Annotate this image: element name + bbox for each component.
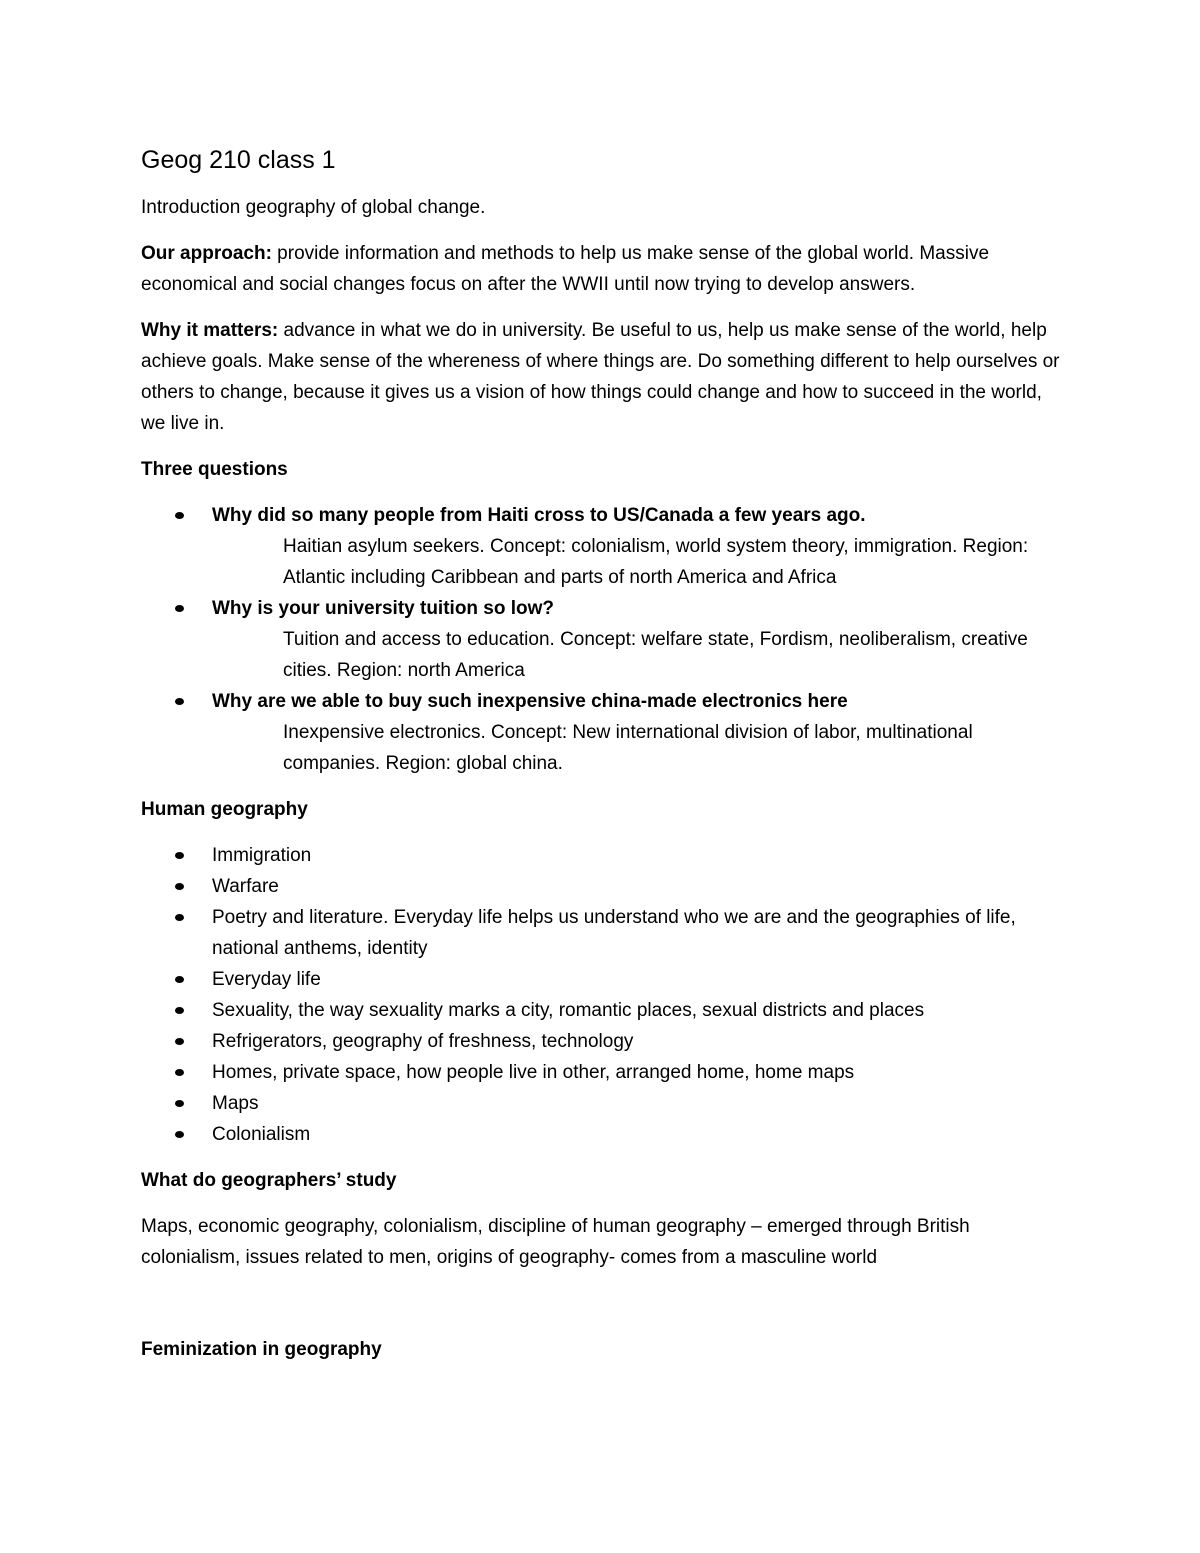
bullet-icon: [175, 883, 184, 890]
question-detail: Tuition and access to education. Concept: welfare state, Fordism, neoliberalism, creative cities. Region: north America: [283, 629, 1028, 681]
list-item-text: Poetry and literature. Everyday life helps us understand who we are and the geographies of life, national anthems, identity: [212, 907, 1016, 959]
list-item: [141, 995, 1071, 1026]
bullet-icon: [175, 605, 184, 612]
question-item: [141, 686, 1071, 779]
human-geography-heading: Human geography: [141, 799, 308, 820]
why-matters-text: advance in what we do in university. Be useful to us, help us make sense of the world, help achieve goals. Make sense of the whereness of where things are. Do something different to help ourselves or others to change, because it gives us a vision of how things could change and how to succeed in the world, we live in.: [141, 320, 1060, 434]
list-item: [141, 871, 1071, 902]
bullet-icon: [175, 1069, 184, 1076]
approach-paragraph: [141, 238, 1071, 300]
bullet-icon: [175, 1131, 184, 1138]
question-item: [141, 593, 1071, 686]
list-item-text: Everyday life: [212, 969, 321, 990]
intro-paragraph: Introduction geography of global change.: [141, 197, 486, 218]
question-title: Why are we able to buy such inexpensive china-made electronics here: [212, 691, 848, 712]
bullet-icon: [175, 976, 184, 983]
bullet-icon: [175, 852, 184, 859]
list-item-text: Refrigerators, geography of freshness, technology: [212, 1031, 634, 1052]
list-item-text: Warfare: [212, 876, 279, 897]
list-item: [141, 964, 1071, 995]
document-body: [141, 140, 1071, 1380]
question-item: [141, 500, 1071, 593]
why-matters-label: Why it matters:: [141, 320, 279, 341]
bullet-icon: [175, 1100, 184, 1107]
question-title: Why is your university tuition so low?: [212, 598, 555, 619]
list-item: [141, 1088, 1071, 1119]
list-item: [141, 840, 1071, 871]
approach-text: provide information and methods to help us make sense of the global world. Massive economical and social changes focus on after the WWII until now trying to develop answers.: [141, 243, 990, 295]
blank-line: [141, 1288, 1071, 1334]
bullet-icon: [175, 512, 184, 519]
list-item-text: Homes, private space, how people live in other, arranged home, home maps: [212, 1062, 855, 1083]
feminization-heading: Feminization in geography: [141, 1339, 382, 1360]
why-matters-paragraph: [141, 315, 1071, 439]
list-item-text: Sexuality, the way sexuality marks a city, romantic places, sexual districts and places: [212, 1000, 925, 1021]
list-item-text: Colonialism: [212, 1124, 311, 1145]
question-detail: Inexpensive electronics. Concept: New international division of labor, multinational companies. Region: global china.: [283, 722, 973, 774]
bullet-icon: [175, 1007, 184, 1014]
geographers-study-paragraph: Maps, economic geography, colonialism, discipline of human geography – emerged through British colonialism, issues related to men, origins of geography- comes from a masculine world: [141, 1216, 970, 1268]
question-detail: Haitian asylum seekers. Concept: colonialism, world system theory, immigration. Region: Atlantic including Caribbean and parts of north America and Africa: [283, 536, 1029, 588]
bullet-icon: [175, 698, 184, 705]
document-title: Geog 210 class 1: [141, 146, 336, 174]
list-item-text: Immigration: [212, 845, 312, 866]
three-questions-heading: Three questions: [141, 459, 288, 480]
bullet-icon: [175, 1038, 184, 1045]
list-item: [141, 902, 1071, 964]
list-item-text: Maps: [212, 1093, 259, 1114]
geographers-study-heading: What do geographers’ study: [141, 1170, 397, 1191]
human-geography-list: [141, 840, 1071, 1150]
approach-label: Our approach:: [141, 243, 272, 264]
question-title: Why did so many people from Haiti cross to US/Canada a few years ago.: [212, 505, 866, 526]
list-item: [141, 1057, 1071, 1088]
list-item: [141, 1026, 1071, 1057]
three-questions-list: [141, 500, 1071, 779]
bullet-icon: [175, 914, 184, 921]
list-item: [141, 1119, 1071, 1150]
